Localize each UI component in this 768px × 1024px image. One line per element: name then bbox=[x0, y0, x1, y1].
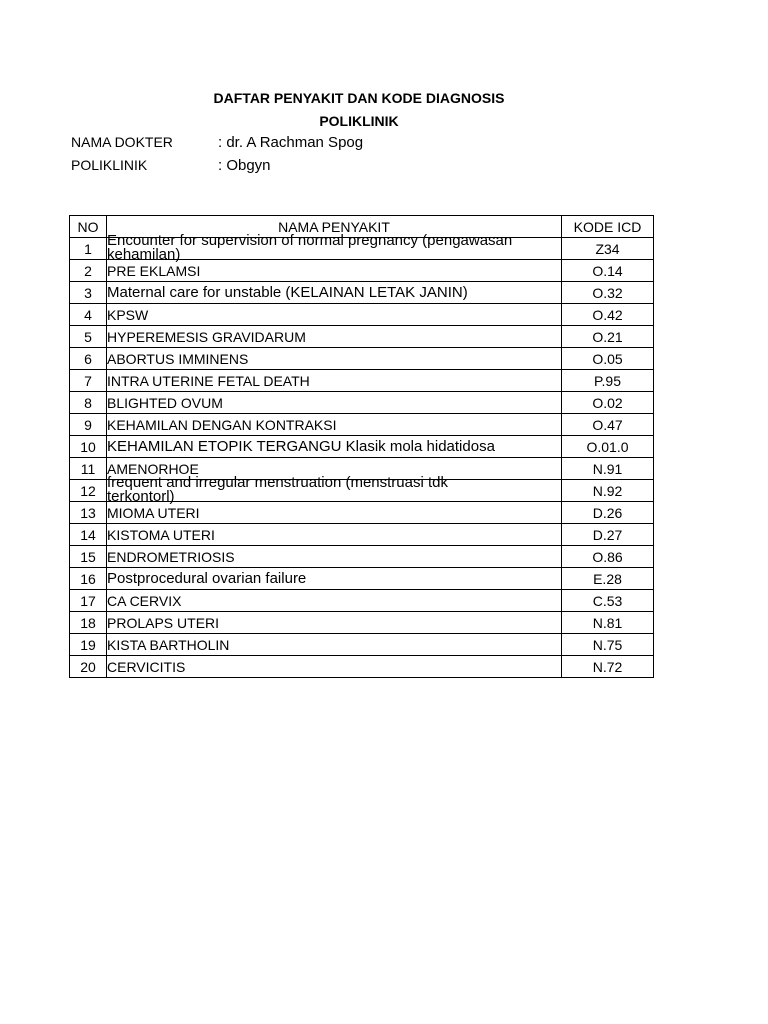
column-header-nama-penyakit: NAMA PENYAKIT bbox=[107, 216, 562, 238]
disease-name: PROLAPS UTERI bbox=[107, 612, 562, 634]
icd-code: D.26 bbox=[562, 502, 654, 524]
row-number: 3 bbox=[70, 282, 107, 304]
table-row bbox=[70, 238, 654, 260]
table-row bbox=[70, 590, 654, 612]
disease-name: INTRA UTERINE FETAL DEATH bbox=[107, 370, 562, 392]
row-number: 13 bbox=[70, 502, 107, 524]
row-number: 18 bbox=[70, 612, 107, 634]
icd-code: N.75 bbox=[562, 634, 654, 656]
row-number: 20 bbox=[70, 656, 107, 678]
disease-name-text: frequent and irregular menstruation (menstruasi tdk terkontorl) bbox=[107, 474, 449, 505]
icd-code: O.32 bbox=[562, 282, 654, 304]
table-row bbox=[70, 656, 654, 678]
disease-name: KEHAMILAN DENGAN KONTRAKSI bbox=[107, 414, 562, 436]
row-number: 16 bbox=[70, 568, 107, 590]
table-row bbox=[70, 282, 654, 304]
row-number: 17 bbox=[70, 590, 107, 612]
disease-name: ENDROMETRIOSIS bbox=[107, 546, 562, 568]
doctor-label: NAMA DOKTER bbox=[71, 134, 173, 150]
table-row bbox=[70, 326, 654, 348]
icd-code: O.01.0 bbox=[562, 436, 654, 458]
disease-name: KISTOMA UTERI bbox=[107, 524, 562, 546]
clinic-value: : Obgyn bbox=[218, 157, 271, 174]
table-row bbox=[70, 546, 654, 568]
icd-code: O.21 bbox=[562, 326, 654, 348]
row-number: 6 bbox=[70, 348, 107, 370]
table-row bbox=[70, 392, 654, 414]
icd-code: D.27 bbox=[562, 524, 654, 546]
table-row bbox=[70, 414, 654, 436]
row-number: 10 bbox=[70, 436, 107, 458]
table-row bbox=[70, 348, 654, 370]
disease-name bbox=[107, 474, 562, 505]
table-row bbox=[70, 480, 654, 502]
disease-name: CERVICITIS bbox=[107, 656, 562, 678]
disease-name: HYPEREMESIS GRAVIDARUM bbox=[107, 326, 562, 348]
disease-name: BLIGHTED OVUM bbox=[107, 392, 562, 414]
row-number: 8 bbox=[70, 392, 107, 414]
disease-name: PRE EKLAMSI bbox=[107, 260, 562, 282]
icd-code: O.05 bbox=[562, 348, 654, 370]
disease-name: Maternal care for unstable (KELAINAN LETAK JANIN) bbox=[107, 282, 562, 304]
icd-code: O.47 bbox=[562, 414, 654, 436]
table-row bbox=[70, 304, 654, 326]
icd-code: N.81 bbox=[562, 612, 654, 634]
icd-code: C.53 bbox=[562, 590, 654, 612]
diagnosis-table bbox=[69, 215, 654, 678]
doctor-value: : dr. A Rachman Spog bbox=[218, 134, 364, 151]
clinic-label: POLIKLINIK bbox=[71, 157, 148, 173]
icd-code: N.92 bbox=[562, 480, 654, 502]
document-subtitle: POLIKLINIK bbox=[319, 113, 399, 129]
table-row bbox=[70, 370, 654, 392]
icd-code: O.86 bbox=[562, 546, 654, 568]
row-number: 7 bbox=[70, 370, 107, 392]
row-number: 5 bbox=[70, 326, 107, 348]
icd-code: Z34 bbox=[562, 238, 654, 260]
table-row bbox=[70, 436, 654, 458]
row-number: 4 bbox=[70, 304, 107, 326]
column-header-no: NO bbox=[70, 216, 107, 238]
column-header-kode-icd: KODE ICD bbox=[562, 216, 654, 238]
icd-code: O.42 bbox=[562, 304, 654, 326]
disease-name bbox=[107, 232, 562, 263]
table-row bbox=[70, 568, 654, 590]
disease-name: AMENORHOE bbox=[107, 458, 562, 480]
disease-name: CA CERVIX bbox=[107, 590, 562, 612]
icd-code: O.14 bbox=[562, 260, 654, 282]
row-number: 9 bbox=[70, 414, 107, 436]
row-number: 2 bbox=[70, 260, 107, 282]
disease-name: KEHAMILAN ETOPIK TERGANGU Klasik mola hidatidosa bbox=[107, 436, 562, 458]
disease-name: KPSW bbox=[107, 304, 562, 326]
disease-name: ABORTUS IMMINENS bbox=[107, 348, 562, 370]
row-number: 1 bbox=[70, 238, 107, 260]
table-row bbox=[70, 612, 654, 634]
disease-name: MIOMA UTERI bbox=[107, 502, 562, 524]
row-number: 19 bbox=[70, 634, 107, 656]
row-number: 14 bbox=[70, 524, 107, 546]
disease-name: KISTA BARTHOLIN bbox=[107, 634, 562, 656]
icd-code: P.95 bbox=[562, 370, 654, 392]
icd-code: N.72 bbox=[562, 656, 654, 678]
disease-name: Postprocedural ovarian failure bbox=[107, 568, 562, 590]
table-row bbox=[70, 524, 654, 546]
icd-code: E.28 bbox=[562, 568, 654, 590]
table-row bbox=[70, 634, 654, 656]
disease-name-text: Encounter for supervision of normal pregnancy (pengawasan kehamilan) bbox=[107, 232, 513, 263]
row-number: 12 bbox=[70, 480, 107, 502]
icd-code: O.02 bbox=[562, 392, 654, 414]
row-number: 15 bbox=[70, 546, 107, 568]
document-title: DAFTAR PENYAKIT DAN KODE DIAGNOSIS bbox=[213, 90, 505, 106]
row-number: 11 bbox=[70, 458, 107, 480]
icd-code: N.91 bbox=[562, 458, 654, 480]
